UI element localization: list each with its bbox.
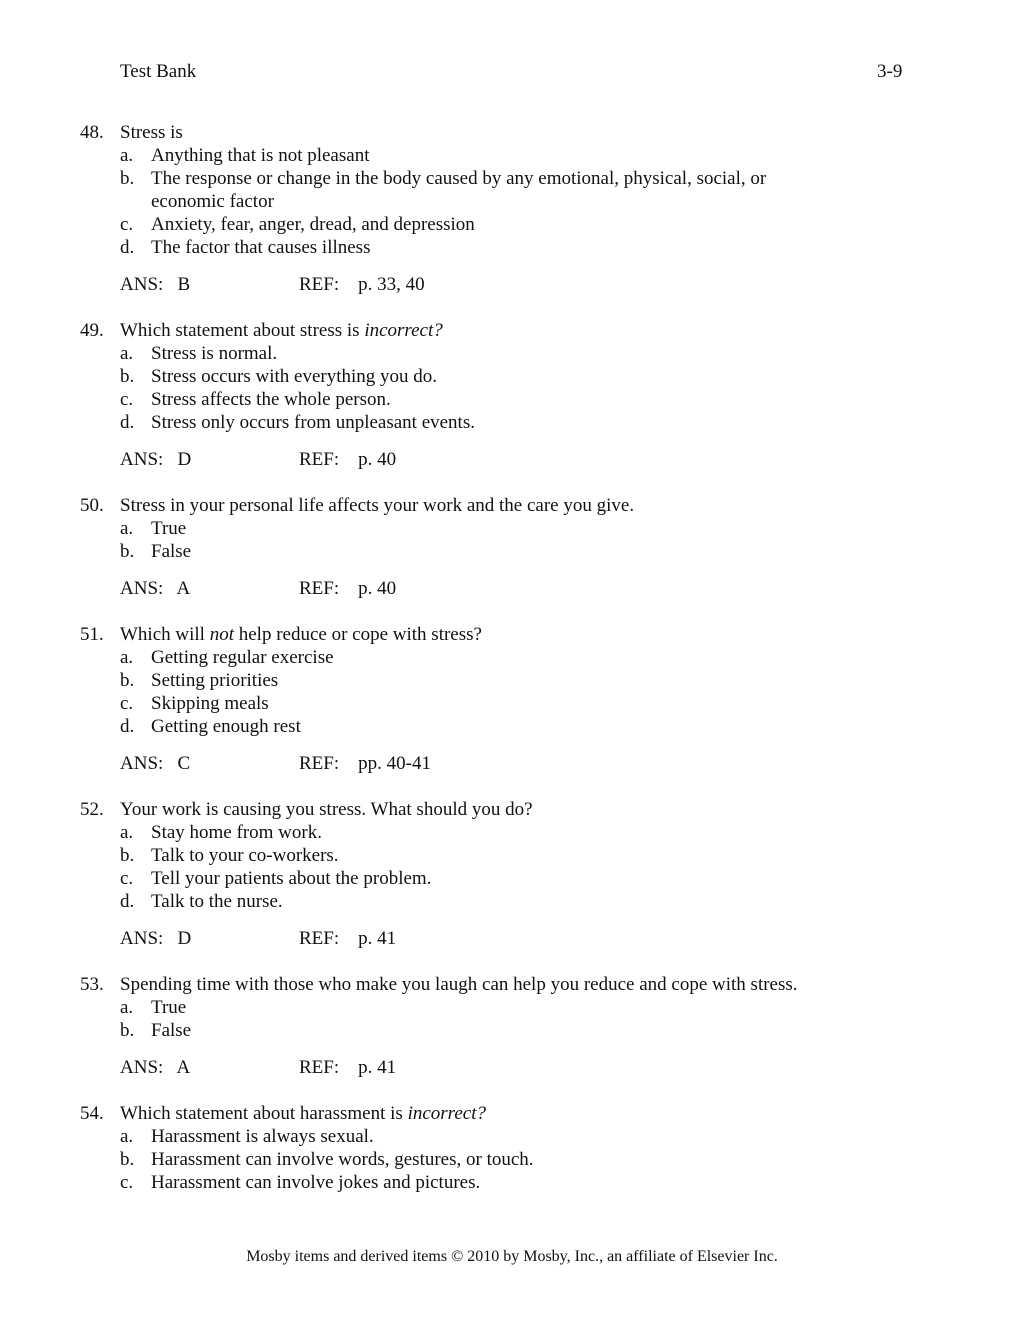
question-50	[80, 494, 880, 600]
option-c: c. Stress affects the whole person.	[120, 389, 391, 410]
question-number: 49.	[80, 320, 104, 341]
question-stem: Stress in your personal life affects your work and the care you give.	[120, 495, 635, 516]
option-b: b. Harassment can involve words, gestures, or touch.	[120, 1149, 534, 1170]
answer-row	[80, 273, 880, 296]
option-b: b. False	[120, 1020, 192, 1041]
question-stem: Which will not help reduce or cope with stress?	[120, 624, 482, 645]
question-stem: Stress is	[120, 122, 183, 143]
option-a: a. Anything that is not pleasant	[120, 145, 370, 166]
question-stem: Which statement about stress is incorrect?	[120, 320, 443, 341]
answer: ANS: A	[120, 1057, 191, 1078]
answer: ANS: B	[120, 274, 191, 295]
answer: ANS: D	[120, 928, 192, 949]
option-b: b. The response or change in the body caused by any emotional, physical, social, or economic factor	[120, 168, 767, 212]
copyright-footer: Mosby items and derived items © 2010 by Mosby, Inc., an affiliate of Elsevier Inc.	[246, 1248, 778, 1265]
answer: ANS: A	[120, 578, 191, 599]
answer-row	[80, 577, 880, 600]
question-53	[80, 973, 880, 1079]
answer-row	[80, 1056, 880, 1079]
option-d: d. Stress only occurs from unpleasant events.	[120, 412, 475, 433]
reference: REF: p. 33, 40	[299, 274, 425, 295]
option-a: a. True	[120, 997, 187, 1018]
answer: ANS: D	[120, 449, 192, 470]
question-number: 53.	[80, 974, 104, 995]
question-54	[80, 1102, 880, 1194]
question-52	[80, 798, 880, 950]
option-a: a. Stress is normal.	[120, 343, 278, 364]
answer: ANS: C	[120, 753, 191, 774]
question-number: 52.	[80, 799, 104, 820]
option-a: a. True	[120, 518, 187, 539]
question-number: 50.	[80, 495, 104, 516]
question-49	[80, 319, 880, 471]
page-number: 3-9	[877, 61, 903, 82]
reference: REF: p. 41	[299, 928, 397, 949]
option-b: b. Setting priorities	[120, 670, 279, 691]
option-c: c. Skipping meals	[120, 693, 269, 714]
question-51	[80, 623, 880, 775]
answer-row	[80, 927, 880, 950]
question-48	[80, 121, 880, 296]
option-c: c. Harassment can involve jokes and pictures.	[120, 1172, 481, 1193]
option-d: d. Talk to the nurse.	[120, 891, 283, 912]
answer-row	[80, 752, 880, 775]
reference: REF: pp. 40-41	[299, 753, 431, 774]
option-d: d. The factor that causes illness	[120, 237, 371, 258]
reference: REF: p. 40	[299, 449, 397, 470]
question-stem: Spending time with those who make you laugh can help you reduce and cope with stress.	[120, 974, 798, 995]
option-b: b. Stress occurs with everything you do.	[120, 366, 438, 387]
header-title: Test Bank	[120, 61, 197, 82]
option-b: b. False	[120, 541, 192, 562]
option-b: b. Talk to your co-workers.	[120, 845, 339, 866]
question-number: 54.	[80, 1103, 104, 1124]
option-a: a. Harassment is always sexual.	[120, 1126, 374, 1147]
question-stem: Which statement about harassment is incorrect?	[120, 1103, 487, 1124]
answer-row	[80, 448, 880, 471]
reference: REF: p. 40	[299, 578, 397, 599]
question-stem: Your work is causing you stress. What should you do?	[120, 799, 533, 820]
option-c: c. Anxiety, fear, anger, dread, and depression	[120, 214, 475, 235]
question-number: 51.	[80, 624, 104, 645]
option-a: a. Stay home from work.	[120, 822, 322, 843]
option-d: d. Getting enough rest	[120, 716, 301, 737]
option-a: a. Getting regular exercise	[120, 647, 334, 668]
option-c: c. Tell your patients about the problem.	[120, 868, 432, 889]
reference: REF: p. 41	[299, 1057, 397, 1078]
question-number: 48.	[80, 122, 104, 143]
